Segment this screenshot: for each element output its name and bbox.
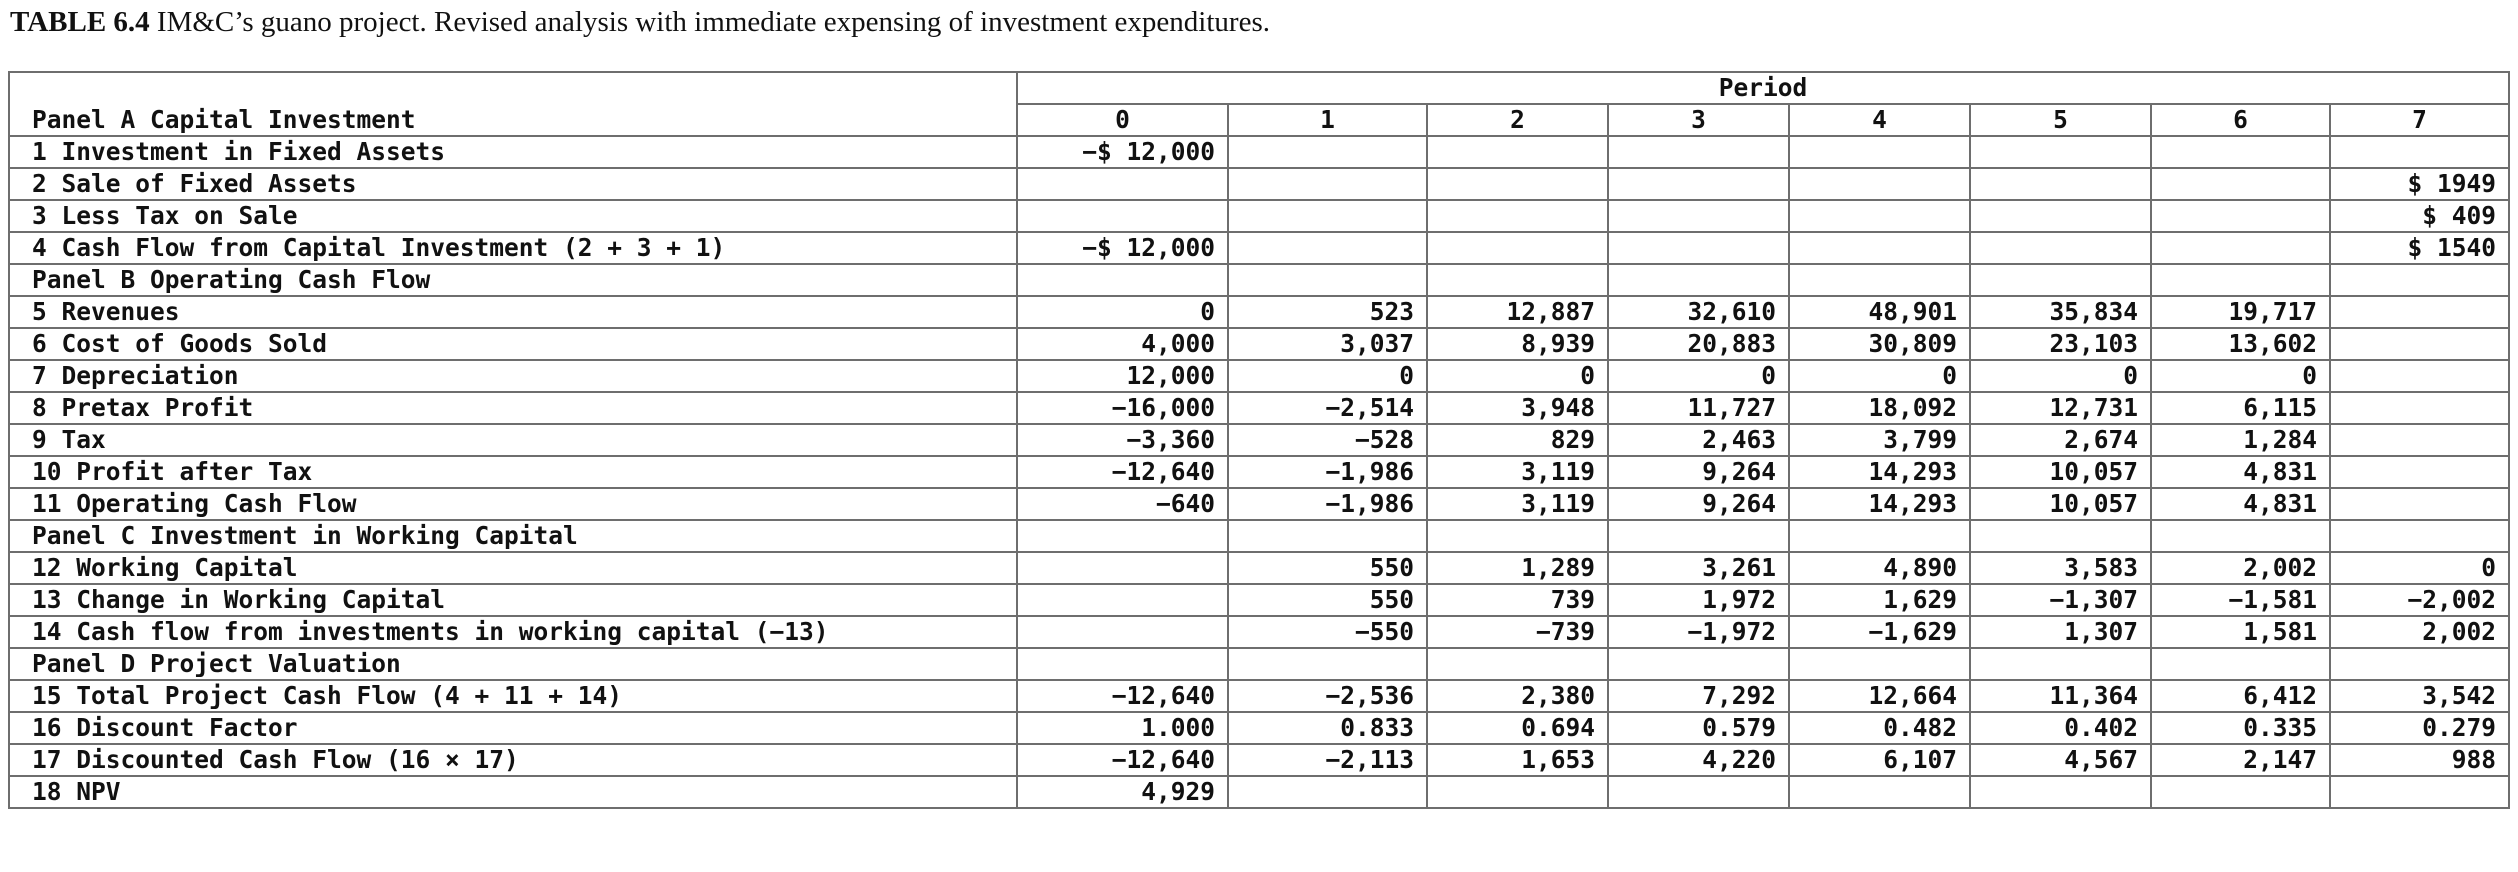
period-3-cell — [1608, 232, 1789, 264]
period-4-cell — [1789, 232, 1970, 264]
period-2-cell: 1,653 — [1427, 744, 1608, 776]
period-2-cell: 3,948 — [1427, 392, 1608, 424]
table-row — [9, 488, 2509, 520]
period-2-cell — [1427, 648, 1608, 680]
period-2-cell — [1427, 168, 1608, 200]
period-1-cell: 0.833 — [1228, 712, 1427, 744]
row-label: Panel C Investment in Working Capital — [9, 520, 1017, 552]
period-5-cell: 3,583 — [1970, 552, 2151, 584]
period-3-cell: 0.579 — [1608, 712, 1789, 744]
period-6-cell: 1,581 — [2151, 616, 2330, 648]
period-2-cell: 12,887 — [1427, 296, 1608, 328]
period-1-cell: 3,037 — [1228, 328, 1427, 360]
period-5-cell — [1970, 168, 2151, 200]
period-2-cell — [1427, 232, 1608, 264]
period-0-cell: −12,640 — [1017, 456, 1228, 488]
period-4-cell: 14,293 — [1789, 456, 1970, 488]
period-4-cell: −1,629 — [1789, 616, 1970, 648]
period-2-cell: 8,939 — [1427, 328, 1608, 360]
table-row — [9, 392, 2509, 424]
period-3-cell — [1608, 520, 1789, 552]
period-2-cell — [1427, 200, 1608, 232]
period-5-cell — [1970, 200, 2151, 232]
period-1-cell — [1228, 264, 1427, 296]
row-label: 16 Discount Factor — [9, 712, 1017, 744]
table-row — [9, 456, 2509, 488]
period-1-cell — [1228, 168, 1427, 200]
table-row — [9, 136, 2509, 168]
period-3-cell: 9,264 — [1608, 488, 1789, 520]
table-row — [9, 648, 2509, 680]
period-3-cell: 7,292 — [1608, 680, 1789, 712]
table-row — [9, 360, 2509, 392]
period-7-cell — [2330, 296, 2509, 328]
period-header-0: 0 — [1017, 104, 1228, 136]
period-7-cell — [2330, 264, 2509, 296]
period-4-cell — [1789, 520, 1970, 552]
period-2-cell: 0 — [1427, 360, 1608, 392]
period-6-cell: −1,581 — [2151, 584, 2330, 616]
period-5-cell — [1970, 264, 2151, 296]
period-7-cell — [2330, 648, 2509, 680]
panel-a-header: Panel A Capital Investment — [9, 104, 1017, 136]
period-5-cell: 2,674 — [1970, 424, 2151, 456]
period-4-cell — [1789, 776, 1970, 808]
period-5-cell: 11,364 — [1970, 680, 2151, 712]
period-4-cell — [1789, 136, 1970, 168]
period-1-cell: 0 — [1228, 360, 1427, 392]
period-3-cell — [1608, 136, 1789, 168]
row-label: 7 Depreciation — [9, 360, 1017, 392]
row-label: 9 Tax — [9, 424, 1017, 456]
row-label: 6 Cost of Goods Sold — [9, 328, 1017, 360]
period-5-cell: 12,731 — [1970, 392, 2151, 424]
period-4-cell — [1789, 168, 1970, 200]
period-3-cell: 9,264 — [1608, 456, 1789, 488]
period-5-cell: 1,307 — [1970, 616, 2151, 648]
period-4-cell: 6,107 — [1789, 744, 1970, 776]
period-4-cell: 4,890 — [1789, 552, 1970, 584]
period-4-cell — [1789, 648, 1970, 680]
period-header-4: 4 — [1789, 104, 1970, 136]
period-3-cell: 32,610 — [1608, 296, 1789, 328]
period-6-cell: 0 — [2151, 360, 2330, 392]
guano-project-table — [8, 71, 2510, 809]
table-row — [9, 168, 2509, 200]
row-label: 3 Less Tax on Sale — [9, 200, 1017, 232]
period-1-cell — [1228, 648, 1427, 680]
period-6-cell — [2151, 136, 2330, 168]
row-label: 14 Cash flow from investments in working capital (−13) — [9, 616, 1017, 648]
period-7-cell: $ 409 — [2330, 200, 2509, 232]
period-7-cell — [2330, 488, 2509, 520]
period-6-cell — [2151, 264, 2330, 296]
table-row — [9, 200, 2509, 232]
row-label: 12 Working Capital — [9, 552, 1017, 584]
period-1-cell: 523 — [1228, 296, 1427, 328]
table-row — [9, 424, 2509, 456]
table-body — [9, 136, 2509, 808]
period-3-cell — [1608, 200, 1789, 232]
period-4-cell: 3,799 — [1789, 424, 1970, 456]
table-row — [9, 520, 2509, 552]
header-blank-cell — [9, 72, 1017, 104]
period-1-cell: 550 — [1228, 552, 1427, 584]
period-2-cell — [1427, 136, 1608, 168]
table-row — [9, 776, 2509, 808]
table-row — [9, 616, 2509, 648]
row-label: 13 Change in Working Capital — [9, 584, 1017, 616]
period-header-row — [9, 104, 2509, 136]
period-5-cell: 0.402 — [1970, 712, 2151, 744]
table-row — [9, 264, 2509, 296]
period-2-cell: −739 — [1427, 616, 1608, 648]
table-row — [9, 552, 2509, 584]
period-3-cell: 0 — [1608, 360, 1789, 392]
period-6-cell — [2151, 168, 2330, 200]
period-6-cell: 13,602 — [2151, 328, 2330, 360]
period-4-cell: 14,293 — [1789, 488, 1970, 520]
period-2-cell: 1,289 — [1427, 552, 1608, 584]
period-2-cell: 3,119 — [1427, 456, 1608, 488]
period-header-6: 6 — [2151, 104, 2330, 136]
period-header-3: 3 — [1608, 104, 1789, 136]
period-7-cell — [2330, 456, 2509, 488]
period-7-cell — [2330, 520, 2509, 552]
period-0-cell: −12,640 — [1017, 744, 1228, 776]
period-6-cell — [2151, 648, 2330, 680]
period-5-cell: 0 — [1970, 360, 2151, 392]
period-1-cell: −2,113 — [1228, 744, 1427, 776]
period-1-cell: −2,514 — [1228, 392, 1427, 424]
row-label: 15 Total Project Cash Flow (4 + 11 + 14) — [9, 680, 1017, 712]
period-0-cell: 1.000 — [1017, 712, 1228, 744]
period-0-cell: −16,000 — [1017, 392, 1228, 424]
period-7-cell: 0 — [2330, 552, 2509, 584]
period-3-cell: 11,727 — [1608, 392, 1789, 424]
period-5-cell: −1,307 — [1970, 584, 2151, 616]
table-row — [9, 744, 2509, 776]
period-1-cell: −1,986 — [1228, 456, 1427, 488]
row-label: 10 Profit after Tax — [9, 456, 1017, 488]
row-label: 2 Sale of Fixed Assets — [9, 168, 1017, 200]
period-0-cell — [1017, 552, 1228, 584]
table-row — [9, 296, 2509, 328]
period-0-cell — [1017, 264, 1228, 296]
period-7-cell — [2330, 776, 2509, 808]
period-0-cell — [1017, 584, 1228, 616]
caption-label: TABLE 6.4 — [10, 6, 150, 38]
period-2-cell: 2,380 — [1427, 680, 1608, 712]
period-2-cell: 739 — [1427, 584, 1608, 616]
table-wrapper — [8, 71, 2510, 809]
caption-text: IM&C’s guano project. Revised analysis with immediate expensing of investment expenditures. — [156, 6, 1270, 38]
period-0-cell: 0 — [1017, 296, 1228, 328]
period-0-cell: −3,360 — [1017, 424, 1228, 456]
period-7-cell: $ 1540 — [2330, 232, 2509, 264]
period-0-cell: −$ 12,000 — [1017, 232, 1228, 264]
period-6-cell: 4,831 — [2151, 456, 2330, 488]
period-1-cell: −1,986 — [1228, 488, 1427, 520]
period-4-cell — [1789, 264, 1970, 296]
row-label: 5 Revenues — [9, 296, 1017, 328]
period-6-cell: 2,002 — [2151, 552, 2330, 584]
period-1-cell: 550 — [1228, 584, 1427, 616]
row-label: 11 Operating Cash Flow — [9, 488, 1017, 520]
period-1-cell — [1228, 520, 1427, 552]
table-caption — [10, 4, 1270, 40]
period-header-7: 7 — [2330, 104, 2509, 136]
period-5-cell: 23,103 — [1970, 328, 2151, 360]
period-5-cell — [1970, 520, 2151, 552]
period-title: Period — [1017, 72, 2509, 104]
period-7-cell — [2330, 424, 2509, 456]
period-0-cell: −12,640 — [1017, 680, 1228, 712]
row-label: 17 Discounted Cash Flow (16 × 17) — [9, 744, 1017, 776]
period-6-cell: 4,831 — [2151, 488, 2330, 520]
period-3-cell — [1608, 648, 1789, 680]
period-7-cell: 2,002 — [2330, 616, 2509, 648]
period-3-cell: −1,972 — [1608, 616, 1789, 648]
period-2-cell: 0.694 — [1427, 712, 1608, 744]
period-5-cell: 10,057 — [1970, 456, 2151, 488]
period-4-cell: 48,901 — [1789, 296, 1970, 328]
row-label: 4 Cash Flow from Capital Investment (2 + 3 + 1) — [9, 232, 1017, 264]
period-3-cell: 4,220 — [1608, 744, 1789, 776]
period-7-cell: 988 — [2330, 744, 2509, 776]
period-4-cell: 0 — [1789, 360, 1970, 392]
period-5-cell: 4,567 — [1970, 744, 2151, 776]
period-6-cell — [2151, 776, 2330, 808]
period-6-cell: 6,115 — [2151, 392, 2330, 424]
period-header-1: 1 — [1228, 104, 1427, 136]
period-title-row — [9, 72, 2509, 104]
period-5-cell — [1970, 648, 2151, 680]
row-label: 8 Pretax Profit — [9, 392, 1017, 424]
period-3-cell: 20,883 — [1608, 328, 1789, 360]
period-5-cell — [1970, 136, 2151, 168]
period-4-cell: 0.482 — [1789, 712, 1970, 744]
table-row — [9, 328, 2509, 360]
period-7-cell — [2330, 328, 2509, 360]
period-6-cell: 2,147 — [2151, 744, 2330, 776]
period-6-cell — [2151, 520, 2330, 552]
period-6-cell: 1,284 — [2151, 424, 2330, 456]
period-7-cell: $ 1949 — [2330, 168, 2509, 200]
period-0-cell: 4,000 — [1017, 328, 1228, 360]
period-0-cell — [1017, 168, 1228, 200]
period-0-cell: −640 — [1017, 488, 1228, 520]
period-5-cell: 10,057 — [1970, 488, 2151, 520]
period-4-cell: 12,664 — [1789, 680, 1970, 712]
period-4-cell: 1,629 — [1789, 584, 1970, 616]
period-3-cell: 1,972 — [1608, 584, 1789, 616]
period-0-cell — [1017, 648, 1228, 680]
period-0-cell — [1017, 200, 1228, 232]
period-7-cell: −2,002 — [2330, 584, 2509, 616]
period-2-cell: 3,119 — [1427, 488, 1608, 520]
period-5-cell — [1970, 232, 2151, 264]
period-6-cell: 6,412 — [2151, 680, 2330, 712]
period-3-cell — [1608, 168, 1789, 200]
row-label: Panel D Project Valuation — [9, 648, 1017, 680]
period-header-5: 5 — [1970, 104, 2151, 136]
period-2-cell: 829 — [1427, 424, 1608, 456]
period-0-cell: 12,000 — [1017, 360, 1228, 392]
period-5-cell: 35,834 — [1970, 296, 2151, 328]
period-3-cell — [1608, 264, 1789, 296]
period-5-cell — [1970, 776, 2151, 808]
table-row — [9, 232, 2509, 264]
period-6-cell — [2151, 232, 2330, 264]
table-row — [9, 584, 2509, 616]
period-0-cell — [1017, 616, 1228, 648]
period-2-cell — [1427, 264, 1608, 296]
period-3-cell: 2,463 — [1608, 424, 1789, 456]
period-header-2: 2 — [1427, 104, 1608, 136]
period-0-cell: −$ 12,000 — [1017, 136, 1228, 168]
table-row — [9, 680, 2509, 712]
period-1-cell — [1228, 776, 1427, 808]
period-7-cell — [2330, 136, 2509, 168]
period-7-cell: 3,542 — [2330, 680, 2509, 712]
period-1-cell — [1228, 200, 1427, 232]
period-4-cell: 30,809 — [1789, 328, 1970, 360]
period-1-cell: −528 — [1228, 424, 1427, 456]
period-1-cell — [1228, 136, 1427, 168]
period-7-cell: 0.279 — [2330, 712, 2509, 744]
row-label: 1 Investment in Fixed Assets — [9, 136, 1017, 168]
period-7-cell — [2330, 392, 2509, 424]
period-0-cell — [1017, 520, 1228, 552]
period-1-cell: −550 — [1228, 616, 1427, 648]
period-6-cell — [2151, 200, 2330, 232]
period-4-cell: 18,092 — [1789, 392, 1970, 424]
period-6-cell: 19,717 — [2151, 296, 2330, 328]
table-row — [9, 712, 2509, 744]
period-0-cell: 4,929 — [1017, 776, 1228, 808]
period-3-cell — [1608, 776, 1789, 808]
period-2-cell — [1427, 520, 1608, 552]
period-1-cell: −2,536 — [1228, 680, 1427, 712]
period-6-cell: 0.335 — [2151, 712, 2330, 744]
period-1-cell — [1228, 232, 1427, 264]
period-7-cell — [2330, 360, 2509, 392]
row-label: Panel B Operating Cash Flow — [9, 264, 1017, 296]
period-3-cell: 3,261 — [1608, 552, 1789, 584]
period-2-cell — [1427, 776, 1608, 808]
row-label: 18 NPV — [9, 776, 1017, 808]
period-4-cell — [1789, 200, 1970, 232]
